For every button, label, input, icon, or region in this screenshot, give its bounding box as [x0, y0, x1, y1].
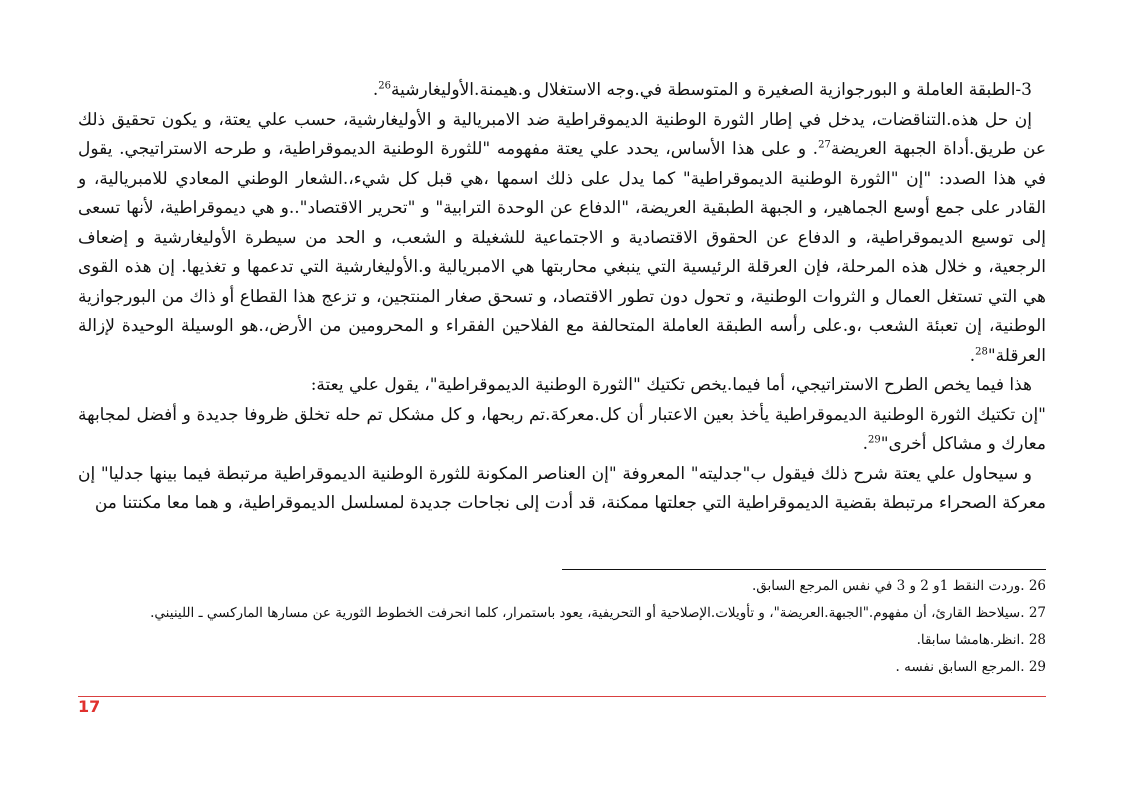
footer-rule — [78, 696, 1046, 697]
paragraph-1 — [78, 76, 1046, 106]
paragraph-2-text-b: . و على هذا الأساس، يحدد علي يعتة مفهومه "للثورة الوطنية الديموقراطية، و طرحه الاستراتيجي. يقول في هذا الصدد: "إن "الثورة الوطنية الديموقراطية" كما يدل على ذلك اسمها ،هي قبل كل شيء،.الشعار الوطني المعادي للامبريالية، و القادر على جمع أوسع الجماهير، و الجبهة الطبقية العريضة، "الدفاع عن الوحدة الترابية" و "تحرير الاقتصاد"..و هي ديموقراطية، لأنها تسعى إلى توسيع الديموقراطية، و الدفاع عن الحقوق الاقتصادية و الاجتماعية للشغيلة و الشعب، و الحد من سيطرة الأوليغارشية و إضعاف الرجعية، و خلال هذه المرحلة، فإن العرقلة الرئيسية التي ينبغي محاربتها هي الامبريالية و.الأوليغارشية التي تدعمها و تغذيها. إن هذه القوى هي التي تستغل العمال و الثروات الوطنية، و تحول دون تطور الاقتصاد، و تسحق صغار المنتجين، و تزعج هذا القطاع أو ذاك من البورجوازية الوطنية، إن تعبئة الشعب ،و.على رأسه الطبقة العاملة المتحالفة مع الفلاحين الفقراء و المحرومين من الأرض،.هو الوسيلة الوحيدة لإزالة العرقلة" — [78, 139, 1046, 366]
paragraph-2-text-a: إن حل هذه.التناقضات، يدخل في إطار الثورة الوطنية الديموقراطية ضد الامبريالية و الأوليغارشية، حسب علي يعتة، و يكون تحقيق ذلك عن طريق.أداة الجبهة العريضة — [78, 109, 1046, 159]
footnote-ref-28[interactable]: 28 — [975, 345, 988, 357]
page-number: 17 — [78, 697, 101, 716]
paragraph-5: و سيحاول علي يعتة شرح ذلك فيقول ب"جدليته" المعروفة "إن العناصر المكونة للثورة الوطنية الديموقراطية مرتبطة فيما بينها جدليا" إن معركة الصحراء مرتبطة بقضية الديموقراطية التي جعلتها ممكنة، قد أدت إلى نجاحات جديدة لمسلسل الديموقراطية، و هما معا مكنتنا من — [78, 463, 1046, 513]
footnote-ref-26[interactable]: 26 — [378, 80, 392, 92]
footnote-26: 26 .وردت النقط 1و 2 و 3 في نفس المرجع السابق. — [751, 578, 1046, 594]
footnote-ref-27[interactable]: 27 — [818, 139, 831, 151]
main-text — [78, 76, 1046, 519]
footnote-29: 29 .المرجع السابق نفسه . — [895, 659, 1046, 675]
footnote-28: 28 .انظر.هامشا سابقا. — [916, 632, 1046, 648]
paragraph-1-text: 3-الطبقة العاملة و البورجوازية الصغيرة و المتوسطة في.وجه الاستغلال و.هيمنة.الأوليغارشية — [391, 80, 1032, 100]
paragraph-3: هذا فيما يخص الطرح الاستراتيجي، أما فيما.يخص تكتيك "الثورة الوطنية الديموقراطية"، يقول علي يعتة: — [310, 375, 1032, 395]
paragraph-1-end: . — [372, 80, 379, 100]
footnote-ref-29[interactable]: 29 — [867, 434, 881, 446]
paragraph-4-text: "إن تكتيك الثورة الوطنية الديموقراطية يأخذ بعين الاعتبار أن كل.معركة.تم ربحها، و كل مشكل تم حله تخلق ظروفا جديدة و أفضل لمجابهة معارك و مشاكل أخرى" — [78, 404, 1046, 454]
paragraph-4 — [78, 401, 1046, 460]
paragraph-4-end: . — [862, 434, 868, 454]
paragraph-2-end: . — [969, 345, 976, 366]
footnote-separator — [562, 569, 1046, 570]
footnote-27: 27 .سيلاحظ القارئ، أن مفهوم."الجبهة.العريضة"، و تأويلات.الإصلاحية أو التحريفية، يعود باستمرار، كلما انحرفت الخطوط الثورية عن مسارها الماركسي ـ اللينيني. — [150, 605, 1046, 621]
paragraph-2 — [78, 106, 1046, 372]
footnotes — [78, 573, 1046, 681]
